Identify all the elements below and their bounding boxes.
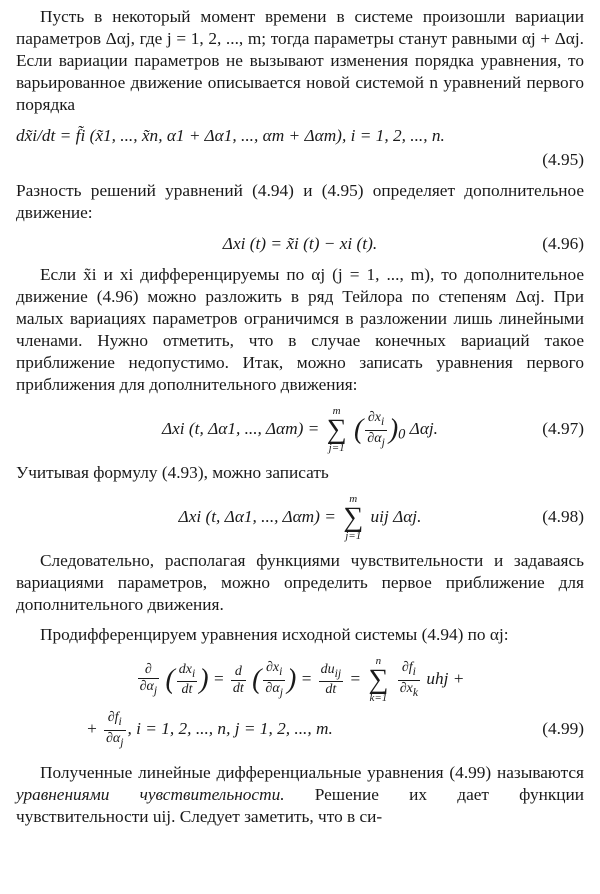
equation-4-98 [16,492,584,542]
equation-number-4-95: (4.95) [542,150,584,169]
equation-4-97: Δxi (t, Δα1, ..., Δαm) = m ∑ j=1 ( $\frac{\partial x_i}{\partial\alpha_j}$ )$_0$ Δαj. (4.97) [161,405,584,455]
equation-4-97-right: Δαj. [409,419,439,438]
paragraph-2: Разность решений уравнений (4.94) и (4.95) определяет дополнительное движение: [16,181,584,222]
equation-4-96-body: Δxi (t) = x̃i (t) − xi (t). [222,234,378,253]
page [16,6,584,828]
sum-symbol: m ∑ j=1 [326,405,347,455]
equation-number-4-98: (4.98) [542,507,584,526]
paragraph-1: Пусть в некоторый момент времени в системе произошли вариации параметров Δαj, где j = 1, 2, ..., m; тогда параметры станут равными αj + Δαj. Если вариации параметров не вызывают изменения порядка уравнения, то варьированное движение описывается новой системой n уравнений первого порядка [16,7,584,114]
equation-4-95-body: dx̃i/dt = f̃i (x̃1, ..., x̃n, α1 + Δα1, ..., αm + Δαm), i = 1, 2, ..., n. [16,126,445,145]
equation-4-97-left: Δxi (t, Δα1, ..., Δαm) = [161,419,320,438]
paragraph-3: Если x̃i и xi дифференцируемы по αj (j = 1, ..., m), то дополнительное движение (4.96) можно разложить в ряд Тейлора по степеням Δαj. При малых вариациях параметров ограничимся в разложении лишь линейными членами. Нужно отметить, что в случае конечных вариаций такое приближение недопустимо. Итак, можно записать уравнения первого приближения для дополнительного движения: [16,265,584,394]
term-emphasis: уравнениями чувствительности. [16,785,285,804]
paragraph-5: Следовательно, располагая функциями чувствительности и задаваясь вариациями параметров, можно определить первое приближение для дополнительного движения. [16,551,584,614]
paragraph-7-a: Полученные линейные дифференциальные уравнения (4.99) называются [40,763,584,782]
equation-4-99-tail: , i = 1, 2, ..., n, j = 1, 2, ..., m. [127,719,333,738]
paragraph-7-b: Решение их дает функции чувствительности uij. Следует заметить, что в си- [16,785,584,826]
equation-4-95 [16,124,584,148]
equation-4-99-line-1: $\frac{\partial}{\partial\alpha_j}$ ( $\frac{dx_i}{dt}$ ) = $\frac{d}{dt}$ ( $\frac{\partial x_i}{\partial\alpha_j}$ ) = $\frac{du_{ij}}{dt}$ = n ∑ k=1 $\frac{\partial f_i}{\partial x_k}$ uhj + [139,655,465,705]
paragraph-7 [16,762,584,828]
paragraph-6: Продифференцируем уравнения исходной системы (4.94) по αj: [40,625,509,644]
paragraph-4: Учитывая формулу (4.93), можно записать [16,463,329,482]
equation-number-4-99: (4.99) [542,719,584,738]
equation-4-98-right: uij Δαj. [370,507,422,526]
equation-number-4-96: (4.96) [542,234,584,253]
equation-4-99-line-2: + $\frac{\partial f_i}{\partial\alpha_j}$ , i = 1, 2, ..., n, j = 1, 2, ..., m. (4.99) [16,704,584,754]
equation-number-4-97: (4.97) [542,419,584,438]
sum-symbol: n ∑ k=1 [368,655,389,705]
equation-4-98-left: Δxi (t, Δα1, ..., Δαm) = [178,507,336,526]
sum-symbol: m ∑ j=1 [343,493,364,543]
equation-4-96 [16,232,584,256]
equation-4-99-right: uhj + [426,669,465,688]
